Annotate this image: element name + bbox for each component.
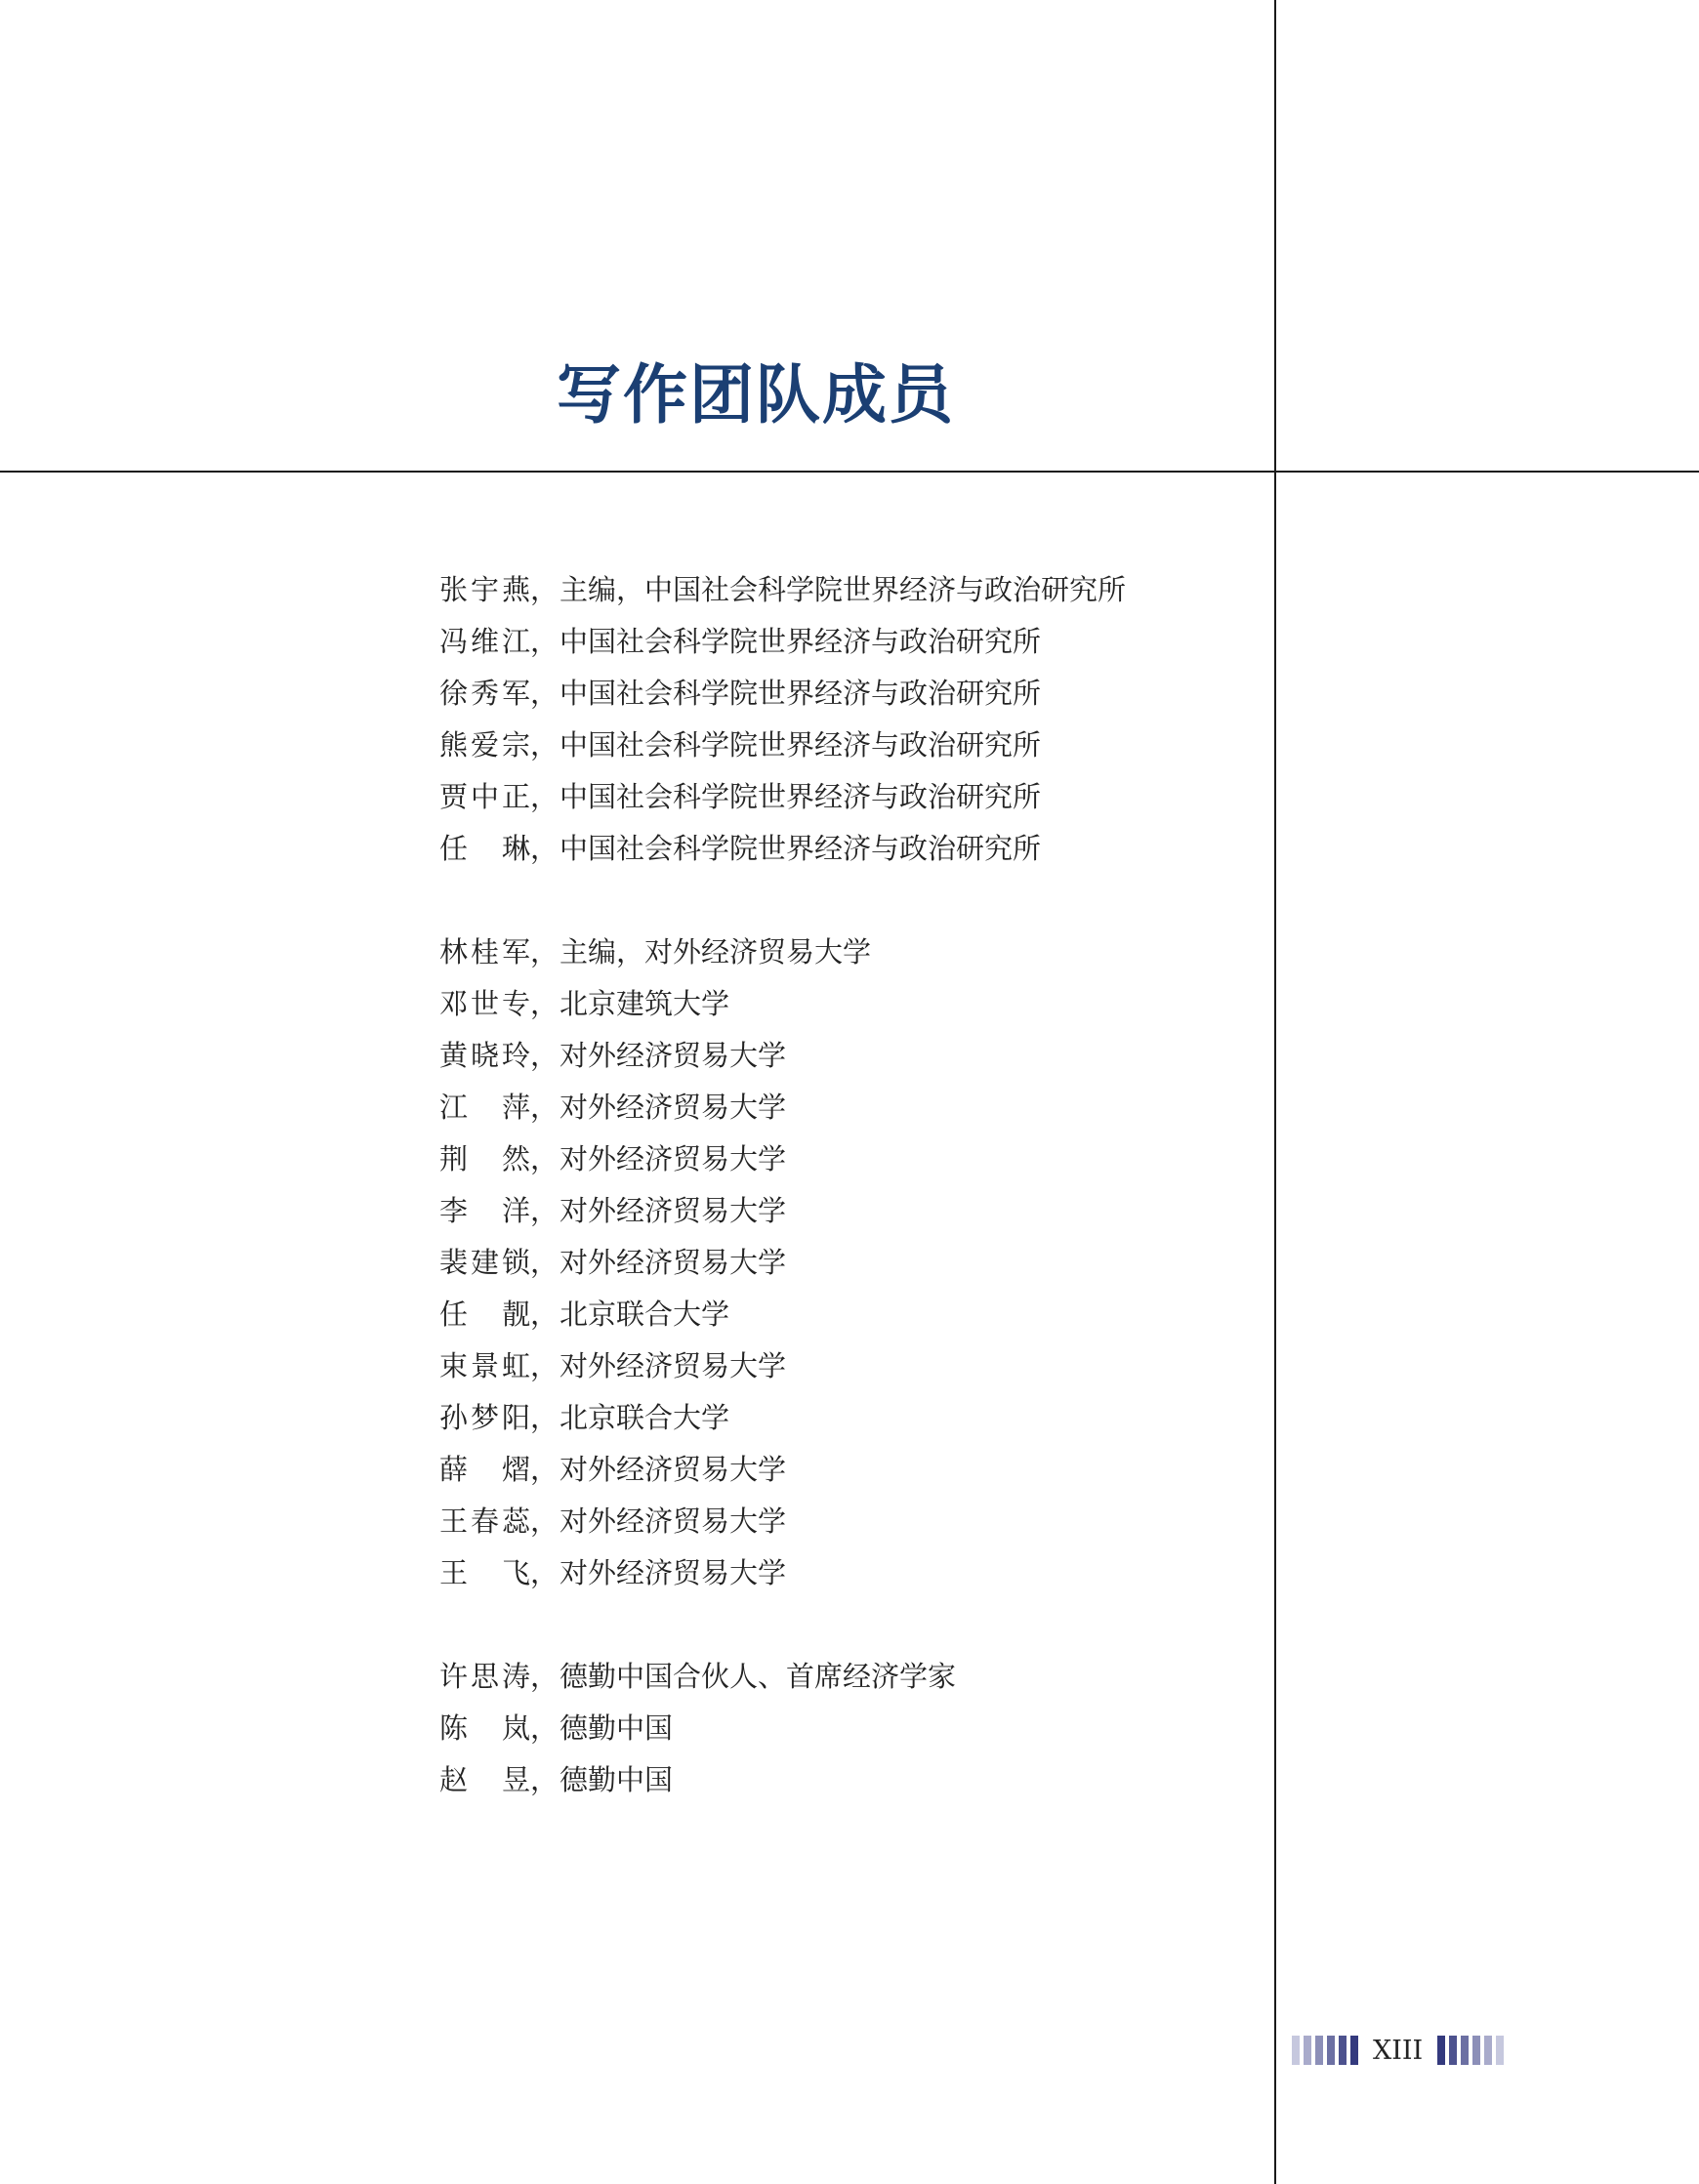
member-entry: [439, 1237, 1240, 1289]
member-entry: [439, 1133, 1240, 1185]
decorative-bar: [1339, 2036, 1347, 2065]
member-group: [439, 1651, 1240, 1806]
member-separator: ，: [530, 987, 559, 1020]
member-affiliation: 对外经济贸易大学: [559, 1349, 787, 1382]
decorative-bar: [1350, 2036, 1358, 2065]
member-separator: ，: [530, 1556, 559, 1589]
member-list: [439, 564, 1240, 1806]
member-name: 任靓: [439, 1298, 530, 1331]
member-affiliation: 对外经济贸易大学: [559, 1039, 787, 1072]
member-entry: [439, 1547, 1240, 1599]
decorative-bars-right: [1437, 2036, 1504, 2065]
member-affiliation: 北京建筑大学: [559, 987, 730, 1020]
member-separator: ，: [530, 677, 559, 710]
page-footer: [1292, 2034, 1504, 2067]
member-name: 赵昱: [439, 1763, 530, 1796]
member-affiliation: 对外经济贸易大学: [559, 1453, 787, 1486]
decorative-bars-left: [1292, 2036, 1358, 2065]
member-separator: ，: [530, 1246, 559, 1279]
member-entry: [439, 668, 1240, 720]
member-separator: ，: [530, 1091, 559, 1124]
member-name: 林桂军: [439, 935, 530, 968]
member-name: 陈岚: [439, 1711, 530, 1745]
decorative-bar: [1496, 2036, 1504, 2065]
page-title: 写作团队成员: [557, 357, 955, 433]
member-name: 徐秀军: [439, 677, 530, 710]
member-name: 李洋: [439, 1194, 530, 1227]
member-affiliation: 对外经济贸易大学: [559, 1194, 787, 1227]
member-affiliation: 对外经济贸易大学: [559, 1142, 787, 1175]
decorative-bar: [1315, 2036, 1323, 2065]
member-entry: [439, 1185, 1240, 1237]
decorative-bar: [1437, 2036, 1445, 2065]
member-name: 张宇燕: [439, 573, 530, 606]
member-affiliation: 德勤中国: [559, 1763, 674, 1796]
member-affiliation: 中国社会科学院世界经济与政治研究所: [559, 728, 1042, 762]
member-separator: ，: [530, 1711, 559, 1745]
member-separator: ，: [530, 625, 559, 658]
member-separator: ，: [530, 1504, 559, 1538]
member-entry: [439, 720, 1240, 771]
member-name: 许思涛: [439, 1660, 530, 1693]
member-entry: [439, 1030, 1240, 1082]
member-separator: ，: [530, 935, 559, 968]
member-entry: [439, 1444, 1240, 1496]
member-affiliation: 对外经济贸易大学: [559, 1091, 787, 1124]
member-entry: [439, 1496, 1240, 1547]
member-name: 孙梦阳: [439, 1401, 530, 1434]
horizontal-rule: [0, 471, 1699, 473]
member-name: 邓世专: [439, 987, 530, 1020]
member-affiliation: 中国社会科学院世界经济与政治研究所: [559, 780, 1042, 813]
member-separator: ，: [530, 728, 559, 762]
member-separator: ，: [530, 1453, 559, 1486]
member-separator: ，: [530, 1039, 559, 1072]
member-separator: ，: [530, 1660, 559, 1693]
member-entry: [439, 616, 1240, 668]
member-separator: ，: [530, 1194, 559, 1227]
member-separator: ，: [530, 1349, 559, 1382]
member-name: 江萍: [439, 1091, 530, 1124]
member-affiliation: 中国社会科学院世界经济与政治研究所: [559, 677, 1042, 710]
member-separator: ，: [530, 573, 559, 606]
member-entry: [439, 978, 1240, 1030]
page-number: XIII: [1373, 2035, 1424, 2066]
decorative-bar: [1292, 2036, 1300, 2065]
member-affiliation: 对外经济贸易大学: [559, 1504, 787, 1538]
member-affiliation: 主编，对外经济贸易大学: [559, 935, 872, 968]
member-name: 王飞: [439, 1556, 530, 1589]
member-affiliation: 德勤中国合伙人、首席经济学家: [559, 1660, 957, 1693]
member-entry: [439, 771, 1240, 823]
decorative-bar: [1472, 2036, 1480, 2065]
member-group: [439, 927, 1240, 1599]
member-name: 裴建锁: [439, 1246, 530, 1279]
member-affiliation: 对外经济贸易大学: [559, 1246, 787, 1279]
decorative-bar: [1327, 2036, 1335, 2065]
member-affiliation: 中国社会科学院世界经济与政治研究所: [559, 625, 1042, 658]
member-name: 冯维江: [439, 625, 530, 658]
member-entry: [439, 1340, 1240, 1392]
member-name: 贾中正: [439, 780, 530, 813]
member-entry: [439, 1651, 1240, 1703]
decorative-bar: [1449, 2036, 1457, 2065]
member-entry: [439, 1289, 1240, 1340]
member-affiliation: 中国社会科学院世界经济与政治研究所: [559, 832, 1042, 865]
member-name: 熊爱宗: [439, 728, 530, 762]
member-separator: ，: [530, 1401, 559, 1434]
member-separator: ，: [530, 1298, 559, 1331]
member-entry: [439, 823, 1240, 875]
member-affiliation: 北京联合大学: [559, 1298, 730, 1331]
member-name: 薛熠: [439, 1453, 530, 1486]
member-entry: [439, 1082, 1240, 1133]
member-entry: [439, 564, 1240, 616]
member-affiliation: 主编，中国社会科学院世界经济与政治研究所: [559, 573, 1127, 606]
member-name: 荆然: [439, 1142, 530, 1175]
decorative-bar: [1461, 2036, 1469, 2065]
member-affiliation: 德勤中国: [559, 1711, 674, 1745]
decorative-bar: [1484, 2036, 1492, 2065]
member-entry: [439, 1392, 1240, 1444]
vertical-rule: [1274, 0, 1276, 2184]
member-name: 黄晓玲: [439, 1039, 530, 1072]
member-group: [439, 564, 1240, 875]
member-entry: [439, 1703, 1240, 1754]
member-separator: ，: [530, 780, 559, 813]
member-affiliation: 对外经济贸易大学: [559, 1556, 787, 1589]
decorative-bar: [1304, 2036, 1311, 2065]
member-separator: ，: [530, 832, 559, 865]
member-entry: [439, 927, 1240, 978]
member-separator: ，: [530, 1763, 559, 1796]
member-entry: [439, 1754, 1240, 1806]
member-name: 王春蕊: [439, 1504, 530, 1538]
member-affiliation: 北京联合大学: [559, 1401, 730, 1434]
member-name: 任琳: [439, 832, 530, 865]
member-separator: ，: [530, 1142, 559, 1175]
member-name: 束景虹: [439, 1349, 530, 1382]
